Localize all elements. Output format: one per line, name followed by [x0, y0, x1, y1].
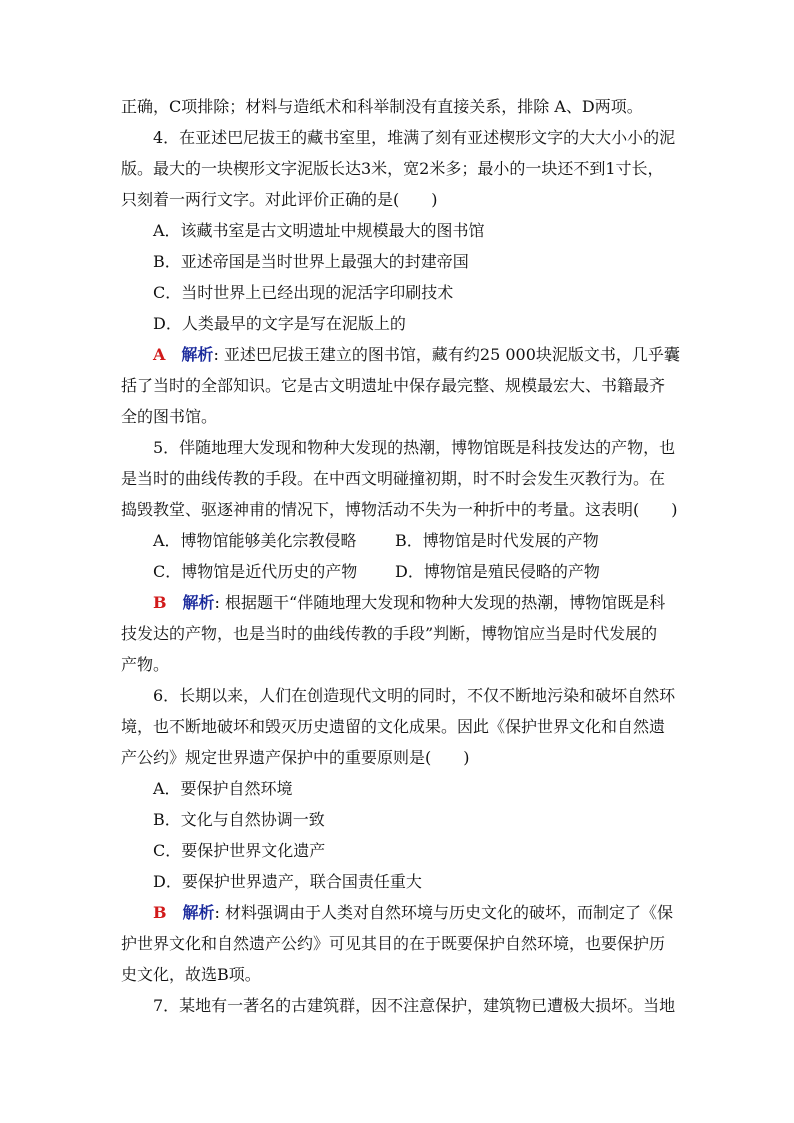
explanation-text: : 根据题干“伴随地理大发现和物种大发现的热潮，博物馆既是科 — [214, 593, 666, 612]
answer-letter: B — [153, 593, 167, 612]
question-4-stem: 4．在亚述巴尼拔王的藏书室里，堆满了刻有亚述楔形文字的大大小小的泥 — [153, 128, 676, 147]
question-4-stem: 版。最大的一块楔形文字泥版长达3米，宽2米多；最小的一块还不到1寸长， — [121, 159, 664, 178]
question-7-stem: 7．某地有一著名的古建筑群，因不注意保护，建筑物已遭极大损坏。当地 — [153, 996, 676, 1015]
question-6-stem: 产公约》规定世界遗产保护中的重要原则是( ) — [121, 748, 470, 767]
jiexi-label: 解析 — [181, 345, 214, 364]
question-5-option-c: C．博物馆是近代历史的产物 — [153, 562, 358, 581]
question-5-explanation: 技发达的产物，也是当时的曲线传教的手段”判断，博物馆应当是时代发展的 — [121, 624, 658, 643]
question-5-stem: 捣毁教堂、驱逐神甫的情况下，博物活动不失为一种折中的考量。这表明( ) — [121, 500, 678, 519]
question-5-explanation: 产物。 — [121, 655, 170, 674]
question-6-stem: 6．长期以来，人们在创造现代文明的同时，不仅不断地污染和破坏自然环 — [153, 686, 676, 705]
question-4-option-b: B．亚述帝国是当时世界上最强大的封建帝国 — [153, 252, 469, 271]
question-6-stem: 境，也不断地破坏和毁灭历史遗留的文化成果。因此《保护世界文化和自然遗 — [121, 717, 666, 736]
jiexi-label: 解析 — [182, 593, 215, 612]
question-5-options-row — [153, 562, 673, 582]
question-5-option-a: A．博物馆能够美化宗教侵略 — [153, 531, 357, 550]
question-5-options-row — [153, 531, 673, 551]
question-4-explanation — [153, 345, 680, 365]
question-6-explanation: 护世界文化和自然遗产公约》可见其目的在于既要保护自然环境，也要保护历 — [121, 934, 666, 953]
question-4-stem: 只刻着一两行文字。对此评价正确的是( ) — [121, 190, 438, 209]
text-line: 正确，C项排除；材料与造纸术和科举制没有直接关系，排除 A、D两项。 — [121, 97, 643, 116]
jiexi-label: 解析 — [182, 903, 215, 922]
question-6-option-c: C．要保护世界文化遗产 — [153, 841, 326, 860]
question-5-stem: 5．伴随地理大发现和物种大发现的热潮，博物馆既是科技发达的产物，也 — [153, 438, 676, 457]
question-4-option-c: C．当时世界上已经出现的泥活字印刷技术 — [153, 283, 454, 302]
question-4-option-d: D．人类最早的文字是写在泥版上的 — [153, 314, 406, 333]
explanation-text: : 亚述巴尼拔王建立的图书馆，藏有约25 000块泥版文书，几乎囊 — [213, 345, 680, 364]
question-6-option-a: A．要保护自然环境 — [153, 779, 293, 798]
question-6-option-d: D．要保护世界遗产，联合国责任重大 — [153, 872, 422, 891]
answer-letter: B — [153, 903, 167, 922]
question-5-option-b: B．博物馆是时代发展的产物 — [395, 531, 599, 550]
question-6-explanation — [153, 903, 673, 923]
question-4-explanation: 括了当时的全部知识。它是古文明遗址中保存最完整、规模最宏大、书籍最齐 — [121, 376, 666, 395]
question-4-explanation: 全的图书馆。 — [121, 407, 218, 426]
question-5-option-d: D．博物馆是殖民侵略的产物 — [395, 562, 600, 581]
question-5-stem: 是当时的曲线传教的手段。在中西文明碰撞初期，时不时会发生灭教行为。在 — [121, 469, 666, 488]
explanation-text: : 材料强调由于人类对自然环境与历史文化的破坏，而制定了《保 — [214, 903, 674, 922]
question-6-explanation: 史文化，故选B项。 — [121, 965, 261, 984]
question-4-option-a: A．该藏书室是古文明遗址中规模最大的图书馆 — [153, 221, 485, 240]
answer-letter: A — [153, 345, 166, 364]
question-5-explanation — [153, 593, 665, 613]
question-6-option-b: B．文化与自然协调一致 — [153, 810, 325, 829]
